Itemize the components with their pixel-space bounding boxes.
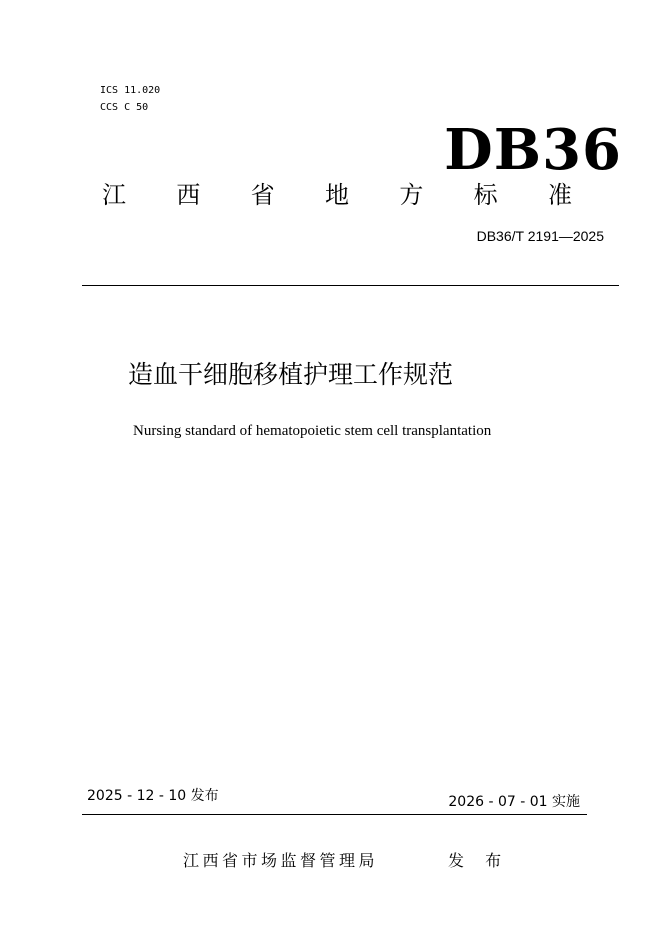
ics-code: ICS 11.020 <box>100 85 161 96</box>
top-divider <box>82 285 619 286</box>
bottom-divider <box>82 814 587 815</box>
standard-type-char: 江 <box>102 181 126 209</box>
document-title-english: Nursing standard of hematopoietic stem cell transplantation <box>133 423 492 439</box>
classification-codes <box>100 82 160 116</box>
standard-type-char: 省 <box>250 181 275 209</box>
standard-type-char: 准 <box>547 181 572 209</box>
issue-label: 发 布 <box>448 851 510 870</box>
issue-date: 2025 - 12 - 10 发布 <box>87 788 219 804</box>
document-title-chinese: 造血干细胞移植护理工作规范 <box>128 360 454 389</box>
db36-logo: DB36 <box>444 117 622 183</box>
ccs-code: CCS C 50 <box>100 102 149 113</box>
standard-type-char: 地 <box>324 181 349 209</box>
standard-type-char: 标 <box>473 181 498 209</box>
issuing-authority: 江西省市场监督管理局 <box>183 851 379 870</box>
standard-number: DB36/T 2191—2025 <box>476 228 604 244</box>
standard-type-char: 方 <box>399 181 424 209</box>
standard-type-char: 西 <box>176 181 201 209</box>
implementation-date: 2026 - 07 - 01 实施 <box>448 794 580 810</box>
standard-type-heading <box>102 178 572 212</box>
